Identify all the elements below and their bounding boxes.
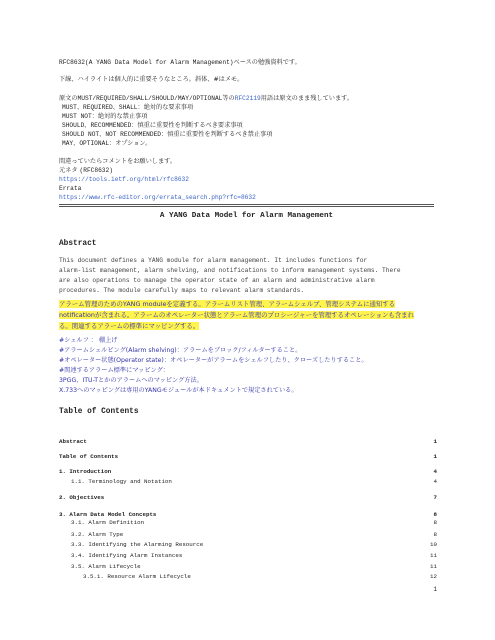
document-title: A YANG Data Model for Alarm Management bbox=[159, 212, 334, 220]
translation-line: る。関連するアラームの標準にマッピングする。 bbox=[59, 322, 200, 330]
note-line: #シェルフ ： 棚上げ bbox=[59, 337, 118, 344]
toc-entry-page: 1 bbox=[433, 453, 437, 460]
toc-entry-page: 8 bbox=[433, 511, 437, 518]
term-row bbox=[62, 130, 272, 139]
errata-label: Errata bbox=[59, 185, 82, 192]
abstract-heading: Abstract bbox=[59, 240, 97, 248]
divider bbox=[59, 204, 434, 205]
note-line: X.733へのマッピングは専用のYANGモジュールが本ドキュメントで規定されている。 bbox=[59, 387, 298, 394]
page-number: 1 bbox=[433, 586, 437, 593]
note-line: #アラームシェルビング(Alarm shelving)：アラームをブロック/フィルターすること。 bbox=[59, 347, 302, 354]
toc-entry-title: 3.1. Alarm Definition bbox=[71, 519, 145, 526]
toc-entry-page: 11 bbox=[430, 552, 437, 559]
term-row bbox=[62, 103, 193, 112]
source-label: 元ネタ bbox=[59, 167, 78, 174]
term-desc: 慎重に重要性を判断するべき禁止事項 bbox=[167, 131, 273, 138]
abstract-translation bbox=[59, 299, 437, 332]
term-label: MUST NOT： bbox=[62, 113, 98, 120]
toc-entry-page: 4 bbox=[433, 478, 437, 485]
toc-entry-page: 8 bbox=[433, 531, 437, 538]
divider bbox=[59, 206, 434, 207]
toc-entry-page: 1 bbox=[433, 438, 437, 445]
toc-entry-title: Abstract bbox=[59, 438, 87, 445]
translation-line: アラーム管理のためのYANG moduleを定義する。アラームリスト管理、アラームシェルブ、管理システムに通知する bbox=[59, 300, 396, 308]
toc-entry-page: 7 bbox=[433, 494, 437, 501]
intro-line-3-suffix: 用語は原文のまま残しています。 bbox=[260, 95, 354, 102]
source-line bbox=[59, 166, 113, 175]
abstract-line: are also operations to manage the operator state of an alarm and administrative alarm bbox=[59, 277, 375, 284]
toc-entry-page: 4 bbox=[433, 468, 437, 475]
toc-entry-title: 1. Introduction bbox=[59, 468, 112, 475]
intro-line-1: RFC8632(A YANG Data Model for Alarm Management)ベースの勉強資料です。 bbox=[59, 59, 301, 66]
toc-entry-title: 3.2. Alarm Type bbox=[71, 531, 124, 538]
toc-entry-title: 3. Alarm Data Model Concepts bbox=[59, 511, 157, 518]
term-label: SHOULD NOT、NOT RECOMMENDED： bbox=[62, 131, 168, 138]
note-line: 3PGG、ITU-Tとかのアラームへのマッピング方法。 bbox=[59, 377, 203, 384]
intro-line-2: 下線、ハイライトは個人的に重要そうなところ。斜体、#はメモ。 bbox=[59, 76, 244, 83]
translation-line: notificationが含まれる。アラームのオペレーター状態とアラーム管理のプロシージャーを管理するオペレーションも含まれ bbox=[59, 311, 414, 319]
abstract-line: procedures. The module carefully maps to relevant alarm standards. bbox=[59, 287, 305, 294]
note-line: #関連するアラーム標準にマッピング： bbox=[59, 367, 169, 374]
source-url-link[interactable]: https://tools.ietf.org/html/rfc8632 bbox=[59, 176, 189, 183]
abstract-notes bbox=[59, 336, 437, 396]
term-desc: 慎重に重要性を判断するべき要求事項 bbox=[137, 122, 243, 129]
term-desc: 絶対的な禁止事項 bbox=[97, 113, 148, 120]
term-desc: オプション。 bbox=[115, 140, 152, 147]
term-row bbox=[62, 121, 243, 130]
comment-request: 間違っていたらコメントをお願いします。 bbox=[59, 158, 177, 165]
toc-heading: Table of Contents bbox=[59, 408, 139, 416]
term-label: MAY、OPTIONAL： bbox=[62, 140, 116, 147]
rfc2119-link[interactable]: RFC2119 bbox=[234, 95, 261, 102]
toc-entry-title: 2. Objectives bbox=[59, 494, 105, 501]
toc-entry-title: Table of Contents bbox=[59, 453, 119, 460]
toc-entry-title: 3.4. Identifying Alarm Instances bbox=[71, 552, 183, 559]
toc-entry-title: 3.5.1. Resource Alarm Lifecycle bbox=[83, 573, 191, 580]
term-desc: 絶対的な要求事項 bbox=[143, 104, 194, 111]
source-ref: (RFC8632) bbox=[79, 167, 113, 174]
intro-line-3-prefix: 原文のMUST/REQUIRED/SHALL/SHOULD/MAY/OPTIONAL等の bbox=[59, 95, 235, 102]
toc-entry-page: 11 bbox=[430, 563, 437, 570]
abstract-text bbox=[59, 256, 437, 296]
toc-entry-page: 12 bbox=[430, 573, 437, 580]
term-label: MUST、REQUIRED、SHALL： bbox=[62, 104, 144, 111]
term-row bbox=[62, 139, 151, 148]
toc-entry-title: 3.5. Alarm Lifecycle bbox=[71, 563, 141, 570]
toc-entry-page: 8 bbox=[433, 519, 437, 526]
abstract-line: alarm-list management, alarm shelving, and notifications to inform management systems. There bbox=[59, 267, 401, 274]
note-line: #オペレーター状態(Operator state)：オペレーターがアラームをシェルフしたり、クローズしたりすること。 bbox=[59, 357, 368, 364]
toc-entry-title: 3.3. Identifying the Alarming Resource bbox=[71, 541, 204, 548]
errata-url-link[interactable]: https://www.rfc-editor.org/errata_search.php?rfc=8632 bbox=[59, 194, 256, 201]
term-row bbox=[62, 112, 147, 121]
toc-entry-title: 1.1. Terminology and Notation bbox=[71, 478, 172, 485]
intro-line-3 bbox=[59, 94, 353, 103]
term-label: SHOULD、RECOMMENDED： bbox=[62, 122, 138, 129]
toc-entry-page: 10 bbox=[430, 541, 437, 548]
abstract-line: This document defines a YANG module for alarm management. It includes functions for bbox=[59, 257, 368, 264]
